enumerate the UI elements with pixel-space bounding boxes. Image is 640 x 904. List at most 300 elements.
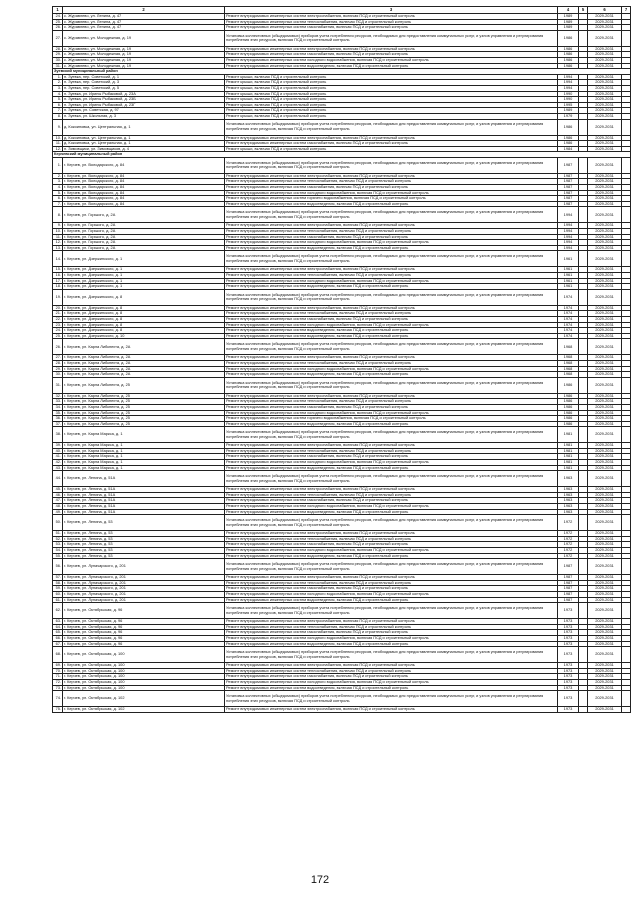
row-number: 75. xyxy=(53,707,63,713)
commissioning-year-cell: 1974 xyxy=(558,333,579,339)
row-number: 39. xyxy=(53,443,63,449)
work-type-cell: Ремонт внутридомовых инженерных систем холодного водоснабжения, включая ПСД и строительный контроль xyxy=(225,322,558,328)
address-cell: г. Керчев, ул. Ленина, д. 51А xyxy=(63,509,225,515)
commissioning-year-cell: 1986 xyxy=(558,46,579,52)
planned-period-cell: 2029-2031 xyxy=(588,85,622,91)
work-type-cell: Ремонт внутридомовых инженерных систем холодного водоснабжения, включая ПСД и строительный контроль xyxy=(225,591,558,597)
column-number-row xyxy=(53,7,631,14)
planned-period-cell: 2029-2031 xyxy=(588,624,622,630)
row-number: 36. xyxy=(53,416,63,422)
work-type-cell: Ремонт внутридомовых инженерных систем теплоснабжения, включая ПСД и строительный контроль xyxy=(225,273,558,279)
address-cell: г. Керчев, ул. Горького, д. 2А xyxy=(63,234,225,240)
planned-period-cell: 2029-2031 xyxy=(588,14,622,20)
work-type-cell: Ремонт внутридомовых инженерных систем водоотведения, включая ПСД и строительный контроль xyxy=(225,63,558,69)
planned-period-cell: 2029-2031 xyxy=(588,498,622,504)
address-cell: г. Керчев, ул. Карла Либкнехта, д. 25 xyxy=(63,404,225,410)
planned-period-cell: 2029-2031 xyxy=(588,240,622,246)
row-number: 73. xyxy=(53,685,63,691)
planned-period-cell: 2029-2031 xyxy=(588,454,622,460)
planned-period-cell: 2029-2031 xyxy=(588,234,622,240)
row-number: 23. xyxy=(53,322,63,328)
empty-cell xyxy=(622,157,631,173)
table-row xyxy=(53,339,631,355)
empty-cell xyxy=(622,603,631,619)
work-type-cell: Ремонт внутридомовых инженерных систем холодного водоснабжения, включая ПСД и строительный контроль xyxy=(225,410,558,416)
address-cell: п. Зуевка, пер. Советский, д. 5 xyxy=(63,85,225,91)
planned-period-cell: 2029-2031 xyxy=(588,685,622,691)
row-number: 47. xyxy=(53,498,63,504)
commissioning-year-cell: 1974 xyxy=(558,305,579,311)
work-type-cell: Установка коллективных (общедомовых) приборов учета потребления ресурсов, необходимых для предоставления коммунальных услуг, и узлов управления и регулирования потребления этих ресурсов, включая ПСД и строительный контроль xyxy=(225,289,558,305)
address-cell: г. Керчев, ул. Луначарского, д. 201 xyxy=(63,597,225,603)
work-type-cell: Ремонт крыши, включая ПСД и строительный контроль xyxy=(225,74,558,80)
commissioning-year-cell: 1986 xyxy=(558,410,579,416)
address-cell: г. Керчев, ул. Дзержинского, д. 8 xyxy=(63,328,225,334)
work-type-cell: Ремонт внутридомовых инженерных систем электроснабжения, включая ПСД и строительный контроль xyxy=(225,663,558,669)
commissioning-year-cell: 1981 xyxy=(558,427,579,443)
work-type-cell: Ремонт внутридомовых инженерных систем газоснабжения, включая ПСД и строительный контроль xyxy=(225,674,558,680)
work-type-cell: Ремонт внутридомовых инженерных систем газоснабжения, включая ПСД и строительный контроль xyxy=(225,542,558,548)
table-row xyxy=(53,647,631,663)
commissioning-year-cell: 1994 xyxy=(558,207,579,223)
work-type-cell: Ремонт крыши, включая ПСД и строительный контроль xyxy=(225,108,558,114)
row-number: 40. xyxy=(53,448,63,454)
commissioning-year-cell: 1968 xyxy=(558,372,579,378)
address-cell: с. Журавлево, ул. Ленина, д. 47 xyxy=(63,25,225,31)
address-cell: г. Керчев, ул. Горького, д. 2А xyxy=(63,229,225,235)
commissioning-year-cell: 1961 xyxy=(558,251,579,267)
work-type-cell: Установка коллективных (общедомовых) приборов учета потребления ресурсов, необходимых для предоставления коммунальных услуг, и узлов управления и регулирования потребления этих ресурсов, включая ПСД и строительный контроль xyxy=(225,119,558,135)
commissioning-year-cell: 1994 xyxy=(558,229,579,235)
address-cell: п. Зуевка, ул. Ирины Рыбаковой, д. 23А xyxy=(63,91,225,97)
work-type-cell: Ремонт крыши, включая ПСД и строительный контроль xyxy=(225,91,558,97)
work-type-cell: Ремонт внутридомовых инженерных систем водоотведения, включая ПСД и строительный контроль xyxy=(225,333,558,339)
row-number: 41. xyxy=(53,454,63,460)
address-cell: г. Керчев, ул. Ленина, д. 51А xyxy=(63,471,225,487)
table-row xyxy=(53,157,631,173)
planned-period-cell: 2029-2031 xyxy=(588,196,622,202)
commissioning-year-cell: 1989 xyxy=(558,19,579,25)
commissioning-year-cell: 1963 xyxy=(558,504,579,510)
planned-period-cell: 2029-2031 xyxy=(588,311,622,317)
address-cell: г. Керчев, ул. Октябрьская, д. 96 xyxy=(63,624,225,630)
address-cell: г. Керчев, ул. Октябрьская, д. 102 xyxy=(63,707,225,713)
commissioning-year-cell: 1963 xyxy=(558,492,579,498)
work-type-cell: Ремонт внутридомовых инженерных систем теплоснабжения, включая ПСД и строительный контроль xyxy=(225,580,558,586)
planned-period-cell: 2029-2031 xyxy=(588,179,622,185)
commissioning-year-cell: 1973 xyxy=(558,647,579,663)
planned-period-cell: 2029-2031 xyxy=(588,207,622,223)
planned-period-cell: 2029-2031 xyxy=(588,597,622,603)
address-cell: п. Зуевка, пер. Советский, д. 3 xyxy=(63,80,225,86)
commissioning-year-cell: 1994 xyxy=(558,80,579,86)
address-cell: г. Керчев, ул. Карла Либкнехта, д. 25 xyxy=(63,377,225,393)
col-header-6: 6 xyxy=(588,7,622,14)
commissioning-year-cell: 1986 xyxy=(558,399,579,405)
address-cell: г. Керчев, ул. Карла Либкнехта, д. 2А xyxy=(63,339,225,355)
row-number: 28. xyxy=(53,360,63,366)
commissioning-year-cell: 1973 xyxy=(558,603,579,619)
work-type-cell: Ремонт внутридомовых инженерных систем водоотведения, включая ПСД и строительный контроль xyxy=(225,372,558,378)
planned-period-cell: 2029-2031 xyxy=(588,135,622,141)
planned-period-cell: 2029-2031 xyxy=(588,339,622,355)
planned-period-cell: 2029-2031 xyxy=(588,355,622,361)
work-type-cell: Ремонт внутридомовых инженерных систем газоснабжения, включая ПСД и строительный контроль xyxy=(225,498,558,504)
commissioning-year-cell: 1973 xyxy=(558,679,579,685)
planned-period-cell: 2029-2031 xyxy=(588,146,622,152)
commissioning-year-cell: 1986 xyxy=(558,119,579,135)
row-number: 49. xyxy=(53,509,63,515)
row-number: 3. xyxy=(53,85,63,91)
commissioning-year-cell: 1961 xyxy=(558,278,579,284)
planned-period-cell: 2029-2031 xyxy=(588,97,622,103)
section-title: Керчевский муниципальный район xyxy=(53,152,631,158)
planned-period-cell: 2029-2031 xyxy=(588,372,622,378)
row-number: 4. xyxy=(53,91,63,97)
commissioning-year-cell: 1973 xyxy=(558,707,579,713)
planned-period-cell: 2029-2031 xyxy=(588,57,622,63)
work-type-cell: Ремонт внутридомовых инженерных систем газоснабжения, включая ПСД и строительный контроль xyxy=(225,52,558,58)
work-type-cell: Установка коллективных (общедомовых) приборов учета потребления ресурсов, необходимых для предоставления коммунальных услуг, и узлов управления и регулирования потребления этих ресурсов, включая ПСД и строительный контроль xyxy=(225,647,558,663)
row-number: 31. xyxy=(53,63,63,69)
planned-period-cell: 2029-2031 xyxy=(588,102,622,108)
planned-period-cell: 2029-2031 xyxy=(588,267,622,273)
commissioning-year-cell: 1981 xyxy=(558,443,579,449)
planned-period-cell: 2029-2031 xyxy=(588,52,622,58)
address-cell: г. Керчев, ул. Карла Либкнехта, д. 2А xyxy=(63,355,225,361)
empty-cell xyxy=(579,647,588,663)
commissioning-year-cell: 1986 xyxy=(558,57,579,63)
work-type-cell: Ремонт внутридомовых инженерных систем холодного водоснабжения, включая ПСД и строительный контроль xyxy=(225,366,558,372)
empty-cell xyxy=(579,289,588,305)
commissioning-year-cell: 1986 xyxy=(558,393,579,399)
address-cell: г. Керчев, ул. Горького, д. 2А xyxy=(63,223,225,229)
work-type-cell: Ремонт внутридомовых инженерных систем электроснабжения, включая ПСД и строительный контроль xyxy=(225,619,558,625)
row-number: 7. xyxy=(53,108,63,114)
planned-period-cell: 2029-2031 xyxy=(588,548,622,554)
work-type-cell: Ремонт внутридомовых инженерных систем теплоснабжения, включая ПСД и строительный контроль xyxy=(225,624,558,630)
commissioning-year-cell: 1987 xyxy=(558,179,579,185)
address-cell: п. Зимовщики, ул. Зимовщиков, д. 4 xyxy=(63,146,225,152)
commissioning-year-cell: 1994 xyxy=(558,74,579,80)
work-type-cell: Ремонт внутридомовых инженерных систем теплоснабжения, включая ПСД и строительный контроль xyxy=(225,229,558,235)
col-header-1: 1 xyxy=(53,7,63,14)
work-type-cell: Ремонт внутридомовых инженерных систем водоотведения, включая ПСД и строительный контроль xyxy=(225,328,558,334)
commissioning-year-cell: 1973 xyxy=(558,641,579,647)
empty-cell xyxy=(579,207,588,223)
row-number: 29. xyxy=(53,366,63,372)
address-cell: г. Керчев, ул. Володарского, д. 84 xyxy=(63,201,225,207)
row-number: 10. xyxy=(53,229,63,235)
planned-period-cell: 2029-2031 xyxy=(588,679,622,685)
address-cell: г. Керчев, ул. Луначарского, д. 201 xyxy=(63,559,225,575)
address-cell: п. Зуевка, ул. Ирины Рыбаковой, д. 23Г xyxy=(63,102,225,108)
col-header-5: 5 xyxy=(579,7,588,14)
empty-cell xyxy=(622,339,631,355)
row-number: 50. xyxy=(53,515,63,531)
row-number: 26. xyxy=(53,339,63,355)
row-number: 15. xyxy=(53,267,63,273)
address-cell: г. Керчев, ул. Володарского, д. 84 xyxy=(63,179,225,185)
work-type-cell: Ремонт внутридомовых инженерных систем теплоснабжения, включая ПСД и строительный контроль xyxy=(225,360,558,366)
work-type-cell: Ремонт внутридомовых инженерных систем водоотведения, включая ПСД и строительный контроль xyxy=(225,284,558,290)
empty-cell xyxy=(579,251,588,267)
address-cell: п. Зуевка, ул. Советская, д. 97 xyxy=(63,108,225,114)
row-number: 11. xyxy=(53,234,63,240)
work-type-cell: Ремонт внутридомовых инженерных систем холодного водоснабжения, включая ПСД и строительный контроль xyxy=(225,278,558,284)
address-cell: г. Керчев, ул. Ленина, д. 53 xyxy=(63,553,225,559)
row-number: 38. xyxy=(53,427,63,443)
row-number: 5. xyxy=(53,97,63,103)
work-type-cell: Ремонт внутридомовых инженерных систем электроснабжения, включая ПСД и строительный контроль xyxy=(225,46,558,52)
commissioning-year-cell: 1974 xyxy=(558,322,579,328)
work-type-cell: Установка коллективных (общедомовых) приборов учета потребления ресурсов, необходимых для предоставления коммунальных услуг, и узлов управления и регулирования потребления этих ресурсов, включая ПСД и строительный контроль xyxy=(225,603,558,619)
commissioning-year-cell: 1995 xyxy=(558,102,579,108)
commissioning-year-cell: 1986 xyxy=(558,135,579,141)
row-number: 55. xyxy=(53,553,63,559)
work-type-cell: Ремонт внутридомовых инженерных систем газоснабжения, включая ПСД и строительный контроль xyxy=(225,454,558,460)
planned-period-cell: 2029-2031 xyxy=(588,201,622,207)
row-number: 32. xyxy=(53,393,63,399)
work-type-cell: Ремонт внутридомовых инженерных систем холодного водоснабжения, включая ПСД и строительный контроль xyxy=(225,548,558,554)
planned-period-cell: 2029-2031 xyxy=(588,119,622,135)
commissioning-year-cell: 1989 xyxy=(558,14,579,20)
row-number: 30. xyxy=(53,57,63,63)
planned-period-cell: 2029-2031 xyxy=(588,185,622,191)
row-number: 13. xyxy=(53,245,63,251)
work-type-cell: Ремонт внутридомовых инженерных систем электроснабжения, включая ПСД и строительный контроль xyxy=(225,393,558,399)
planned-period-cell: 2029-2031 xyxy=(588,471,622,487)
commissioning-year-cell: 1972 xyxy=(558,515,579,531)
planned-period-cell: 2029-2031 xyxy=(588,80,622,86)
row-number: 43. xyxy=(53,465,63,471)
address-cell: г. Керчев, ул. Ленина, д. 53 xyxy=(63,515,225,531)
address-cell: г. Керчев, ул. Дзержинского, д. 1 xyxy=(63,251,225,267)
address-cell: г. Керчев, ул. Карла Либкнехта, д. 25 xyxy=(63,416,225,422)
address-cell: г. Керчев, ул. Володарского, д. 84 xyxy=(63,185,225,191)
empty-cell xyxy=(622,30,631,46)
work-type-cell: Ремонт внутридомовых инженерных систем газоснабжения, включая ПСД и строительный контроль xyxy=(225,630,558,636)
col-header-3: 3 xyxy=(225,7,558,14)
address-cell: г. Керчев, ул. Октябрьская, д. 100 xyxy=(63,663,225,669)
address-cell: г. Керчев, ул. Карла Либкнехта, д. 2А xyxy=(63,360,225,366)
planned-period-cell: 2029-2031 xyxy=(588,443,622,449)
row-number: 70. xyxy=(53,668,63,674)
commissioning-year-cell: 1981 xyxy=(558,448,579,454)
commissioning-year-cell: 1986 xyxy=(558,416,579,422)
row-number: 2. xyxy=(53,80,63,86)
work-type-cell: Ремонт внутридомовых инженерных систем газоснабжения, включая ПСД и строительный контроль xyxy=(225,316,558,322)
table-row xyxy=(53,691,631,707)
planned-period-cell: 2029-2031 xyxy=(588,647,622,663)
planned-period-cell: 2029-2031 xyxy=(588,559,622,575)
commissioning-year-cell: 1961 xyxy=(558,273,579,279)
commissioning-year-cell: 1961 xyxy=(558,267,579,273)
address-cell: г. Керчев, ул. Октябрьская, д. 96 xyxy=(63,635,225,641)
address-cell: г. Керчев, ул. Октябрьская, д. 100 xyxy=(63,647,225,663)
commissioning-year-cell: 1987 xyxy=(558,575,579,581)
work-type-cell: Установка коллективных (общедомовых) приборов учета потребления ресурсов, необходимых для предоставления коммунальных услуг, и узлов управления и регулирования потребления этих ресурсов, включая ПСД и строительный контроль xyxy=(225,30,558,46)
commissioning-year-cell: 1994 xyxy=(558,234,579,240)
planned-period-cell: 2029-2031 xyxy=(588,410,622,416)
row-number: 33. xyxy=(53,399,63,405)
row-number: 12. xyxy=(53,240,63,246)
row-number: 34. xyxy=(53,404,63,410)
planned-period-cell: 2029-2031 xyxy=(588,580,622,586)
planned-period-cell: 2029-2031 xyxy=(588,460,622,466)
empty-cell xyxy=(579,707,588,713)
address-cell: г. Керчев, ул. Ленина, д. 51А xyxy=(63,498,225,504)
address-cell: г. Керчев, ул. Октябрьская, д. 96 xyxy=(63,641,225,647)
empty-cell xyxy=(579,30,588,46)
planned-period-cell: 2029-2031 xyxy=(588,691,622,707)
empty-cell xyxy=(579,471,588,487)
commissioning-year-cell: 1987 xyxy=(558,597,579,603)
table-row xyxy=(53,119,631,135)
empty-cell xyxy=(579,559,588,575)
work-type-cell: Ремонт внутридомовых инженерных систем электроснабжения, включая ПСД и строительный контроль xyxy=(225,305,558,311)
row-number: 51. xyxy=(53,531,63,537)
row-number: 17. xyxy=(53,278,63,284)
commissioning-year-cell: 1990 xyxy=(558,97,579,103)
row-number: 54. xyxy=(53,548,63,554)
work-type-cell: Ремонт внутридомовых инженерных систем водоотведения, включая ПСД и строительный контроль xyxy=(225,421,558,427)
work-type-cell: Ремонт крыши, включая ПСД и строительный контроль xyxy=(225,97,558,103)
row-number: 8. xyxy=(53,113,63,119)
address-cell: с. Журавлево, ул. Молодежная, д. 19 xyxy=(63,46,225,52)
address-cell: г. Керчев, ул. Карла Либкнехта, д. 25 xyxy=(63,399,225,405)
commissioning-year-cell: 1968 xyxy=(558,360,579,366)
planned-period-cell: 2029-2031 xyxy=(588,377,622,393)
work-type-cell: Ремонт внутридомовых инженерных систем теплоснабжения, включая ПСД и строительный контроль xyxy=(225,492,558,498)
commissioning-year-cell: 1974 xyxy=(558,311,579,317)
work-type-cell: Ремонт внутридомовых инженерных систем теплоснабжения, включая ПСД и строительный контроль xyxy=(225,179,558,185)
work-type-cell: Ремонт внутридомовых инженерных систем газоснабжения, включая ПСД и строительный контроль xyxy=(225,234,558,240)
work-type-cell: Ремонт внутридомовых инженерных систем газоснабжения, включая ПСД и строительный контроль xyxy=(225,586,558,592)
address-cell: с. Журавлево, ул. Молодежная, д. 19 xyxy=(63,63,225,69)
work-type-cell: Ремонт внутридомовых инженерных систем водоотведения, включая ПСД и строительный контроль xyxy=(225,465,558,471)
commissioning-year-cell: 1987 xyxy=(558,201,579,207)
row-number: 1. xyxy=(53,74,63,80)
commissioning-year-cell: 1986 xyxy=(558,404,579,410)
planned-period-cell: 2029-2031 xyxy=(588,509,622,515)
row-number: 42. xyxy=(53,460,63,466)
address-cell: с. Журавлево, ул. Ленина, д. 47 xyxy=(63,14,225,20)
col-header-4: 4 xyxy=(558,7,579,14)
planned-period-cell: 2029-2031 xyxy=(588,504,622,510)
empty-cell xyxy=(622,471,631,487)
work-type-cell: Ремонт внутридомовых инженерных систем электроснабжения, включая ПСД и строительный контроль xyxy=(225,707,558,713)
planned-period-cell: 2029-2031 xyxy=(588,223,622,229)
commissioning-year-cell: 1974 xyxy=(558,289,579,305)
work-type-cell: Ремонт внутридомовых инженерных систем водоотведения, включая ПСД и строительный контроль xyxy=(225,685,558,691)
address-cell: г. Керчев, ул. Дзержинского, д. 1 xyxy=(63,284,225,290)
commissioning-year-cell: 1987 xyxy=(558,559,579,575)
address-cell: с. Журавлево, ул. Молодежная, д. 19 xyxy=(63,52,225,58)
work-type-cell: Установка коллективных (общедомовых) приборов учета потребления ресурсов, необходимых для предоставления коммунальных услуг, и узлов управления и регулирования потребления этих ресурсов, включая ПСД и строительный контроль xyxy=(225,157,558,173)
address-cell: г. Керчев, ул. Карла Либкнехта, д. 2А xyxy=(63,372,225,378)
commissioning-year-cell: 1987 xyxy=(558,173,579,179)
planned-period-cell: 2029-2031 xyxy=(588,591,622,597)
work-type-cell: Ремонт внутридомовых инженерных систем холодного водоснабжения, включая ПСД и строительный контроль xyxy=(225,504,558,510)
commissioning-year-cell: 1973 xyxy=(558,663,579,669)
work-type-cell: Установка коллективных (общедомовых) приборов учета потребления ресурсов, необходимых для предоставления коммунальных услуг, и узлов управления и регулирования потребления этих ресурсов, включая ПСД и строительный контроль xyxy=(225,559,558,575)
commissioning-year-cell: 1968 xyxy=(558,339,579,355)
commissioning-year-cell: 1990 xyxy=(558,91,579,97)
commissioning-year-cell: 1972 xyxy=(558,553,579,559)
work-type-cell: Ремонт внутридомовых инженерных систем теплоснабжения, включая ПСД и строительный контроль xyxy=(225,399,558,405)
commissioning-year-cell: 1961 xyxy=(558,284,579,290)
row-number: 59. xyxy=(53,586,63,592)
row-number: 24. xyxy=(53,328,63,334)
address-cell: д. Кокоиновка, ул. Центральная, д. 1 xyxy=(63,119,225,135)
planned-period-cell: 2029-2031 xyxy=(588,668,622,674)
planned-period-cell: 2029-2031 xyxy=(588,416,622,422)
row-number: 35. xyxy=(53,410,63,416)
address-cell: г. Керчев, ул. Ленина, д. 51А xyxy=(63,492,225,498)
commissioning-year-cell: 1981 xyxy=(558,454,579,460)
planned-period-cell: 2029-2031 xyxy=(588,641,622,647)
planned-period-cell: 2029-2031 xyxy=(588,586,622,592)
commissioning-year-cell: 1987 xyxy=(558,580,579,586)
address-cell: г. Керчев, ул. Дзержинского, д. 8 xyxy=(63,305,225,311)
row-number: 74. xyxy=(53,691,63,707)
planned-period-cell: 2029-2031 xyxy=(588,305,622,311)
row-number: 1. xyxy=(53,157,63,173)
row-number: 20. xyxy=(53,305,63,311)
address-cell: г. Керчев, ул. Дзержинского, д. 1 xyxy=(63,273,225,279)
work-type-cell: Ремонт внутридомовых инженерных систем электроснабжения, включая ПСД и строительный контроль xyxy=(225,135,558,141)
row-number: 29. xyxy=(53,52,63,58)
address-cell: г. Керчев, ул. Дзержинского, д. 8 xyxy=(63,311,225,317)
table-row xyxy=(53,707,631,713)
work-type-cell: Установка коллективных (общедомовых) приборов учета потребления ресурсов, необходимых для предоставления коммунальных услуг, и узлов управления и регулирования потребления этих ресурсов, включая ПСД и строительный контроль xyxy=(225,471,558,487)
work-type-cell: Ремонт внутридомовых инженерных систем водоотведения, включая ПСД и строительный контроль xyxy=(225,201,558,207)
address-cell: п. Зуевка, пер. Советский, д. 1 xyxy=(63,74,225,80)
row-number: 71. xyxy=(53,674,63,680)
commissioning-year-cell: 1973 xyxy=(558,630,579,636)
planned-period-cell: 2029-2031 xyxy=(588,635,622,641)
row-number: 9. xyxy=(53,119,63,135)
work-type-cell: Ремонт внутридомовых инженерных систем водоотведения, включая ПСД и строительный контроль xyxy=(225,597,558,603)
address-cell: с. Журавлево, ул. Молодежная, д. 19 xyxy=(63,30,225,46)
planned-period-cell: 2029-2031 xyxy=(588,366,622,372)
commissioning-year-cell: 1994 xyxy=(558,223,579,229)
planned-period-cell: 2029-2031 xyxy=(588,630,622,636)
work-type-cell: Ремонт внутридомовых инженерных систем электроснабжения, включая ПСД и строительный контроль xyxy=(225,267,558,273)
table-row xyxy=(53,471,631,487)
address-cell: г. Керчев, ул. Карла Либкнехта, д. 25 xyxy=(63,393,225,399)
row-number: 5. xyxy=(53,190,63,196)
planned-period-cell: 2029-2031 xyxy=(588,284,622,290)
planned-period-cell: 2029-2031 xyxy=(588,322,622,328)
row-number: 11. xyxy=(53,141,63,147)
work-type-cell: Ремонт внутридомовых инженерных систем горячего водоснабжения, включая ПСД и строительный контроль xyxy=(225,416,558,422)
empty-cell xyxy=(579,119,588,135)
commissioning-year-cell: 1968 xyxy=(558,366,579,372)
address-cell: г. Керчев, ул. Карла Либкнехта, д. 25 xyxy=(63,421,225,427)
planned-period-cell: 2029-2031 xyxy=(588,404,622,410)
work-type-cell: Установка коллективных (общедомовых) приборов учета потребления ресурсов, необходимых для предоставления коммунальных услуг, и узлов управления и регулирования потребления этих ресурсов, включая ПСД и строительный контроль xyxy=(225,515,558,531)
row-number: 4. xyxy=(53,185,63,191)
work-type-cell: Ремонт внутридомовых инженерных систем водоотведения, включая ПСД и строительный контроль xyxy=(225,245,558,251)
row-number: 44. xyxy=(53,471,63,487)
work-type-cell: Ремонт внутридомовых инженерных систем электроснабжения, включая ПСД и строительный контроль xyxy=(225,355,558,361)
row-number: 14. xyxy=(53,251,63,267)
planned-period-cell: 2029-2031 xyxy=(588,448,622,454)
row-number: 19. xyxy=(53,289,63,305)
commissioning-year-cell: 1987 xyxy=(558,190,579,196)
